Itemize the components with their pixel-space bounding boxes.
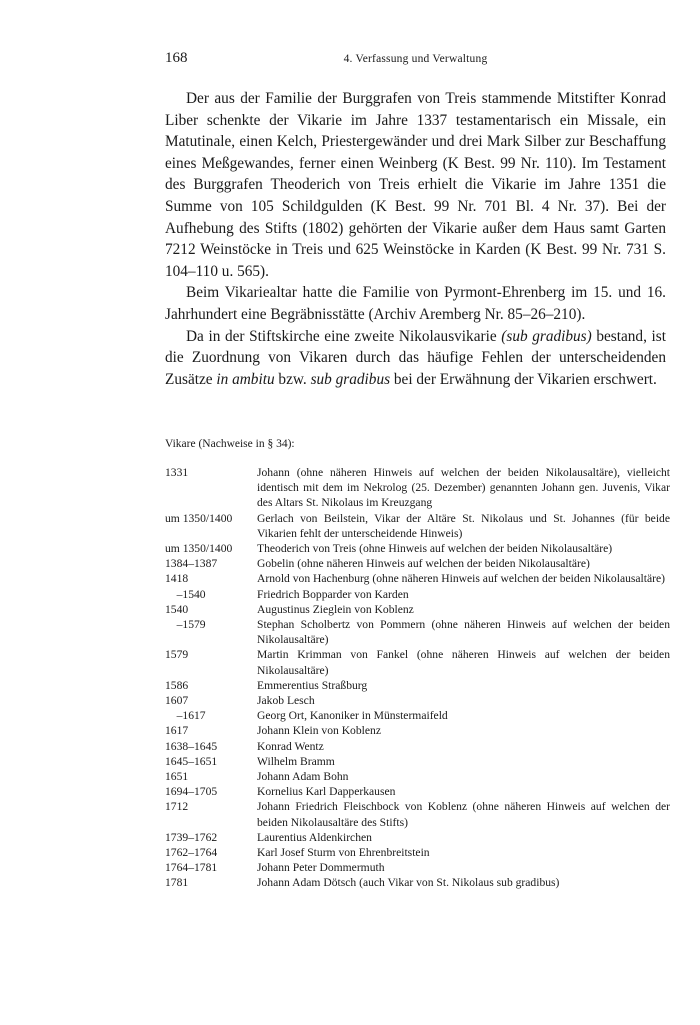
vicar-register (165, 465, 670, 891)
register-date: 1418 (165, 572, 189, 586)
register-row (165, 587, 670, 602)
register-date: 1645–1651 (165, 754, 218, 768)
register-date: 1762–1764 (165, 846, 218, 860)
register-row (165, 769, 670, 784)
register-date: 1781 (165, 876, 189, 890)
body-text (165, 88, 666, 390)
italic-term: in ambitu (216, 370, 275, 388)
italic-term: (sub gradibus) (501, 327, 592, 345)
register-date: 1712 (165, 800, 189, 814)
paragraph-endowment: Der aus der Familie der Burggrafen von Treis stammende Mitstifter Konrad Liber schenkte der Vikarie im Jahre 1337 testamentarisch ein Missale, ein Matutinale, einen Kelch, Priestergewänder und drei Mark Silber zur Beschaffung eines Meßgewandes, ferner einen Weinberg (K Best. 99 Nr. 110). Im Testament des Burggrafen Theoderich von Treis erhielt die Vikarie im Jahre 1351 die Summe von 105 Schildgulden (K Best. 99 Nr. 701 Bl. 4 Nr. 37). Bei der Aufhebung des Stifts (1802) gehörten der Vikarie außer dem Haus samt Garten 7212 Weinstöcke in Treis und 625 Weinstöcke in Karden (K Best. 99 Nr. 731 S. 104–110 u. 565). (165, 90, 666, 280)
register-row (165, 845, 670, 860)
register-text: Augustinus Zieglein von Koblenz (257, 602, 414, 616)
register-text: Karl Josef Sturm von Ehrenbreitstein (257, 846, 430, 860)
register-row (165, 541, 670, 556)
register-date: 1764–1781 (165, 861, 218, 875)
register-text: Johann Peter Dommermuth (257, 861, 385, 875)
register-date: 1617 (165, 724, 189, 738)
paragraph-text: bei der Erwähnung der Vikarien erschwert. (390, 370, 657, 388)
register-text: Georg Ort, Kanoniker in Münstermaifeld (257, 709, 448, 723)
paragraph-text: bzw. (274, 370, 311, 388)
paragraph-second-vicarage (165, 326, 666, 391)
register-row (165, 799, 670, 829)
register-text: Jakob Lesch (257, 694, 315, 708)
register-text: Emmerentius Straßburg (257, 678, 368, 692)
register-row (165, 678, 670, 693)
register-text: Laurentius Aldenkirchen (257, 830, 372, 844)
register-text: Martin Krimman von Fankel (ohne näheren Hinweis auf welchen der beiden Nikolausaltäre) (257, 648, 670, 677)
register-text: Johann Adam Dötsch (auch Vikar von St. Nikolaus sub gradibus) (257, 876, 560, 890)
register-row (165, 784, 670, 799)
register-text: Friedrich Bopparder von Karden (257, 587, 409, 601)
register-text: Johann Friedrich Fleischbock von Koblenz (ohne näheren Hinweis auf welchen der beiden Nikolausaltäre des Stifts) (257, 800, 670, 829)
register-row (165, 708, 670, 723)
register-date: 1331 (165, 466, 189, 479)
register-date: um 1350/1400 (165, 511, 233, 525)
register-row (165, 739, 670, 754)
register-text: Johann Adam Bohn (257, 770, 349, 784)
register-row (165, 602, 670, 617)
register-date: 1540 (165, 602, 189, 616)
register-date: 1651 (165, 770, 189, 784)
register-row (165, 465, 670, 511)
register-row (165, 860, 670, 875)
register-row (165, 511, 670, 541)
register-date: 1638–1645 (165, 739, 218, 753)
register-date: 1694–1705 (165, 785, 218, 799)
register-date: 1384–1387 (165, 557, 218, 571)
register-date: 1739–1762 (165, 830, 218, 844)
register-date: um 1350/1400 (165, 542, 233, 556)
register-text: Arnold von Hachenburg (ohne näheren Hinweis auf welchen der beiden Nikolausaltäre) (257, 572, 665, 586)
register-text: Wilhelm Bramm (257, 754, 335, 768)
register-row (165, 754, 670, 769)
register-text: Stephan Scholbertz von Pommern (ohne näheren Hinweis auf welchen der beiden Nikolausaltäre) (257, 618, 670, 647)
page-number: 168 (165, 50, 188, 66)
register-date: –1540 (165, 587, 206, 601)
register-text: Kornelius Karl Dapperkausen (257, 785, 396, 799)
page-header (165, 50, 666, 70)
register-row (165, 556, 670, 571)
register-row (165, 647, 670, 677)
register-row (165, 693, 670, 708)
register-row (165, 875, 670, 890)
register-text: Johann (ohne näheren Hinweis auf welchen der beiden Nikolausaltäre), vielleicht identisch mit dem im Nekrolog (25. Dezember) genannten Johann gen. Juvenis, Vikar des Altars St. Nikolaus im Kreuzgang (257, 466, 670, 510)
register-row (165, 830, 670, 845)
register-date: 1579 (165, 648, 189, 662)
paragraph-text: bestand, ist die Zuordnung von Vikaren durch das häufige Fehlen der unterscheidenden Zusätze (165, 327, 666, 388)
register-date: –1617 (165, 709, 206, 723)
italic-term: sub gradibus (310, 370, 391, 388)
section-label: Vikare (Nachweise in § 34): (165, 438, 295, 450)
register-date: 1607 (165, 694, 189, 708)
register-row (165, 723, 670, 738)
register-date: 1586 (165, 678, 189, 692)
running-head: 4. Verfassung und Verwaltung (343, 53, 488, 65)
paragraph-burial-site: Beim Vikariealtar hatte die Familie von Pyrmont-Ehrenberg im 15. und 16. Jahrhundert eine Begräbnisstätte (Archiv Aremberg Nr. 85–26–210). (165, 284, 666, 323)
register-text: Theoderich von Treis (ohne Hinweis auf welchen der beiden Nikolausaltäre) (257, 542, 613, 556)
register-text: Johann Klein von Koblenz (257, 724, 381, 738)
register-date: –1579 (165, 618, 206, 632)
register-text: Konrad Wentz (257, 739, 324, 753)
register-row (165, 617, 670, 647)
paragraph-text: Da in der Stiftskirche eine zweite Nikolausvikarie (186, 327, 502, 345)
register-text: Gobelin (ohne näheren Hinweis auf welchen der beiden Nikolausaltäre) (257, 557, 590, 571)
register-row (165, 571, 670, 586)
register-text: Gerlach von Beilstein, Vikar der Altäre St. Nikolaus und St. Johannes (für beide Vikarien fehlt der unterscheidende Hinweis) (257, 511, 670, 540)
